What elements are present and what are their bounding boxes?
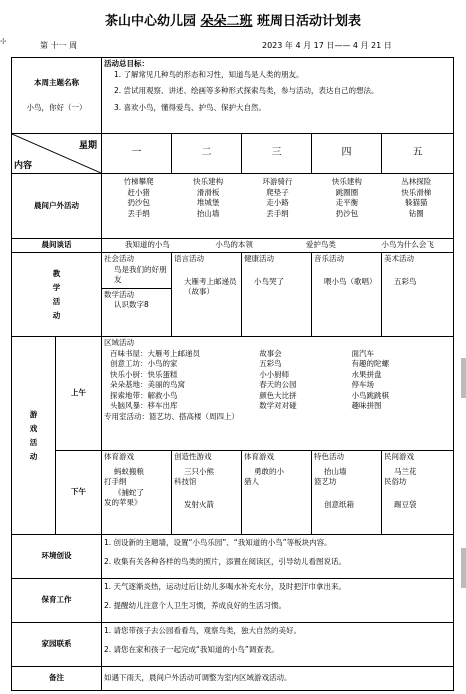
pm-thu: 特色活动 抬山墙 篮艺坊 创意纸箱 — [312, 451, 382, 535]
pm-mon: 体育游戏 蚂蚁搬粮 打手绢 《捕蛇了 发的苹果》 — [102, 451, 172, 535]
home-content: 1. 请您带孩子去公园看看鸟，观察鸟类，独大自然的美好。 2. 请您在家和孩子一起完成“我知道的小鸟”调查表。 — [102, 623, 454, 667]
pin-icon: ✢ — [0, 37, 7, 46]
talk-topics: 我知道的小鸟 小鸟的本领 爱护鸟类 小鸟为什么会飞 — [102, 239, 454, 253]
env-content: 1. 创设新的主题墙，设置“小鸟乐园”、“我知道的小鸟”等板块内容。 2. 收集有关各种各样的鸟类的照片，添置在阅读区，引导幼儿看图说话。 — [102, 535, 454, 579]
talk-label: 晨间谈话 — [12, 239, 102, 253]
area-activities: 区域活动 百味书屋：大雁考上邮递员 故事会 面汽车 创意工坊：小鸟的家 五彩鸟 有趣的陀螺 快乐小厨：快乐蛋糕 小小厨师 水果拼盘 朵朵基地：美丽的鸟窝 春天的公园 停车场 探索地带：解救小鸟 颜色大比拼 小鸟跳跳棋 头脑风暴：移车出库 数学对对碰 趣味拼图 专用室活动：篮艺坊、搭高楼（周四上） — [102, 337, 454, 451]
teaching-label: 教学活动 — [12, 253, 102, 337]
teaching-mon: 社会活动 鸟是我们的好朋友 数学活动 认识数字8 — [102, 253, 172, 337]
day-thu: 四 — [312, 134, 382, 174]
teaching-thu: 音乐活动 喂小鸟（歌唱） — [312, 253, 382, 337]
page-title: 茶山中心幼儿园 朵朵二班 班周日活动计划表 — [104, 14, 362, 29]
note-content: 如遇下雨天，晨间户外活动可调整为室内区域游戏活动。 — [102, 667, 454, 691]
teaching-wed: 健康活动 小鸟哭了 — [242, 253, 312, 337]
pm-fri: 民间游戏 马兰花 民俗坊 踢豆袋 — [382, 451, 454, 535]
week-dates: 2023 年 4 月 17 日—— 4 月 21 日 — [262, 41, 392, 50]
game-am-label: 上午 — [56, 337, 102, 451]
care-content: 1. 天气逐渐炎热，运动过后让幼儿多喝水补充水分，及时把汗巾拿出来。 2. 提醒幼儿注意个人卫生习惯，养成良好的生活习惯。 — [102, 579, 454, 623]
scrollbar-mark — [461, 358, 466, 398]
env-label: 环境创设 — [12, 535, 102, 579]
week-number: 第 十一 周 — [40, 41, 78, 50]
goals-cell: 活动总目标： 1. 了解常见几种鸟的形态和习性，知道鸟是人类的朋友。 2. 尝试用观察、讲述、绘画等多种形式探索鸟类，参与活动，表达自己的想法。 3. 喜欢小鸟，懂得爱鸟、护鸟、保护大自然。 — [102, 58, 454, 134]
care-label: 保育工作 — [12, 579, 102, 623]
day-tue: 二 — [172, 134, 242, 174]
pm-tue: 创造性游戏 三只小熊 科技馆 发射火箭 — [172, 451, 242, 535]
outdoor-label: 晨间户外活动 — [12, 174, 102, 239]
scrollbar-mark — [461, 548, 466, 588]
game-pm-label: 下午 — [56, 451, 102, 535]
day-fri: 五 — [382, 134, 454, 174]
teaching-tue: 语言活动 大雁考上邮递员（故事） — [172, 253, 242, 337]
day-wed: 三 — [242, 134, 312, 174]
note-label: 备注 — [12, 667, 102, 691]
day-mon: 一 — [102, 134, 172, 174]
header-diagonal-cell: 星期 内容 — [12, 134, 102, 174]
teaching-fri: 美术活动 五彩鸟 — [382, 253, 454, 337]
pm-wed: 体育游戏 勇敢的小 猎人 — [242, 451, 312, 535]
plan-table — [11, 57, 454, 691]
outdoor-activities: 竹梯攀爬 快乐建构 环游骑行 快乐建构 丛林探险 赶小猪 滑滑板 爬垫子 跳圈圈 快乐滑梯 扔沙包 堆城堡 走小路 走平衡 躲猫猫 丢手绢 抬山墙 丢手绢 扔沙包 钻圈 — [102, 174, 454, 239]
theme-cell: 本周主题名称 小鸟，你好（一） — [12, 58, 102, 134]
game-label: 游戏活动 — [12, 337, 56, 535]
home-label: 家园联系 — [12, 623, 102, 667]
